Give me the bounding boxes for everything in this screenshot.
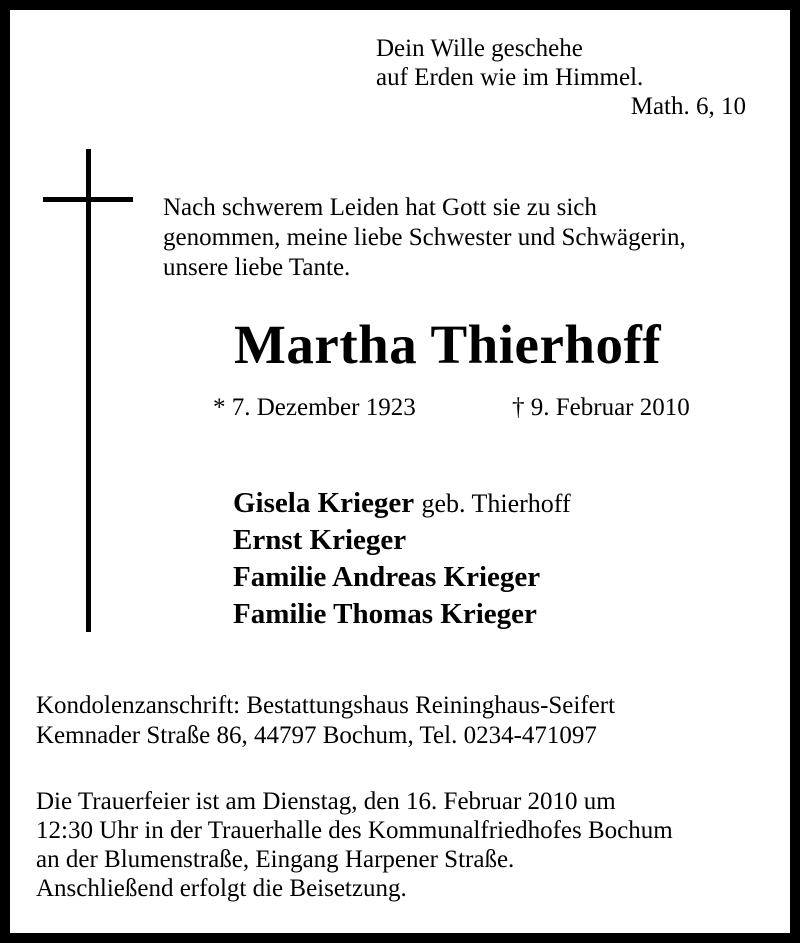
mourners-list xyxy=(233,485,571,633)
service-line: Die Trauerfeier ist am Dienstag, den 16. Februar 2010 um xyxy=(36,788,616,815)
mourner-item: Familie Andreas Krieger xyxy=(233,561,541,593)
verse-line: auf Erden wie im Himmel. xyxy=(376,64,644,91)
cross-horizontal-bar xyxy=(43,197,133,202)
intro-line: Nach schwerem Leiden hat Gott sie zu sich xyxy=(163,194,597,221)
service-line: Anschließend erfolgt die Beisetzung. xyxy=(36,875,407,902)
service-line: an der Blumenstraße, Eingang Harpener Straße. xyxy=(36,846,515,873)
condolence-line: Kondolenzanschrift: Bestattungshaus Reininghaus-Seifert xyxy=(36,692,616,719)
mourner-note: geb. Thierhoff xyxy=(421,489,571,518)
deceased-name: Martha Thierhoff xyxy=(234,314,662,375)
bible-verse xyxy=(376,34,643,92)
mourner-item: Ernst Krieger xyxy=(233,524,407,556)
death-date: † 9. Februar 2010 xyxy=(512,394,690,421)
intro-text xyxy=(163,193,686,283)
intro-line: unsere liebe Tante. xyxy=(163,254,351,281)
service-info xyxy=(36,787,673,903)
birth-date: * 7. Dezember 1923 xyxy=(213,394,416,421)
mourner-item: Familie Thomas Krieger xyxy=(233,598,537,630)
condolence-line: Kemnader Straße 86, 44797 Bochum, Tel. 0234-471097 xyxy=(36,722,597,749)
mourner-name: Gisela Krieger xyxy=(233,487,415,519)
verse-reference: Math. 6, 10 xyxy=(630,93,746,120)
intro-line: genommen, meine liebe Schwester und Schwägerin, xyxy=(163,224,686,251)
service-line: 12:30 Uhr in der Trauerhalle des Kommunalfriedhofes Bochum xyxy=(36,817,673,844)
mourner-item xyxy=(233,485,571,522)
verse-line: Dein Wille geschehe xyxy=(376,35,583,62)
condolence-address xyxy=(36,691,615,751)
cross-vertical-bar xyxy=(86,149,91,632)
